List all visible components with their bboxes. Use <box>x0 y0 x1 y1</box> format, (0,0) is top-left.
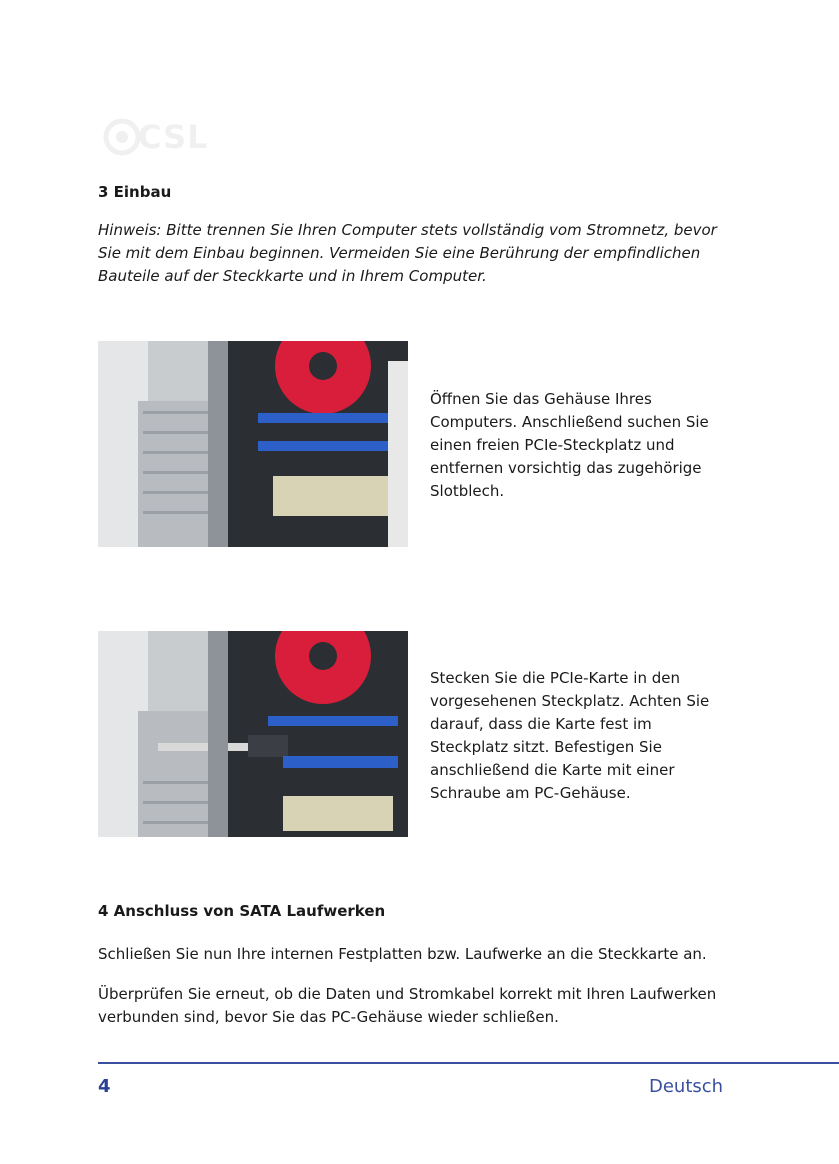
sata-paragraph-2: Überprüfen Sie erneut, ob die Daten und Stromkabel korrekt mit Ihren Laufwerken verbunden sind, bevor Sie das PC-Gehäuse wieder schließen. <box>98 985 717 1026</box>
language-label: Deutsch <box>649 1076 724 1097</box>
section-heading-sata: 4 Anschluss von SATA Laufwerken <box>98 902 386 920</box>
pc-case-photo-open <box>98 341 408 547</box>
page-number: 4 <box>98 1076 111 1097</box>
hint-text: Hinweis: Bitte trennen Sie Ihren Computer stets vollständig vom Stromnetz, bevor Sie mit dem Einbau beginnen. Vermeiden Sie eine Berührung der empfindlichen Bauteile auf der Steckkarte und in Ihrem Computer. <box>98 221 717 285</box>
csl-logo <box>102 112 212 162</box>
sata-paragraph-1: Schließen Sie nun Ihre internen Festplatten bzw. Laufwerke an die Steckkarte an. <box>98 945 707 963</box>
logo-text: CSL <box>138 118 209 156</box>
footer-divider <box>98 1062 839 1064</box>
gear-logo-icon <box>102 112 142 162</box>
pc-case-photo-card-inserted <box>98 631 408 837</box>
section-heading-einbau: 3 Einbau <box>98 183 172 201</box>
step-1-text: Öffnen Sie das Gehäuse Ihres Computers. Anschließend suchen Sie einen freien PCIe-Steckplatz und entfernen vorsichtig das zugehörige Slotblech. <box>430 390 709 500</box>
step-2-text: Stecken Sie die PCIe-Karte in den vorgesehenen Steckplatz. Achten Sie darauf, dass die Karte fest im Steckplatz sitzt. Befestigen Sie anschließend die Karte mit einer Schraube am PC-Gehäuse. <box>430 669 710 802</box>
